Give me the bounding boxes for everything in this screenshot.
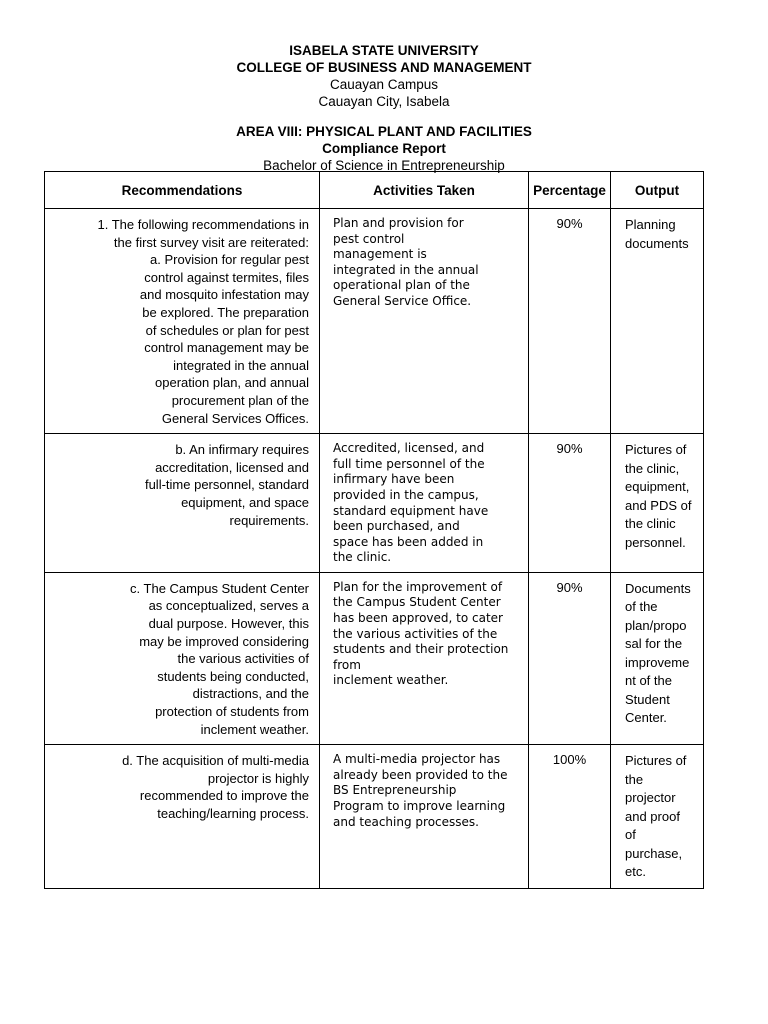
text-line: the clinic xyxy=(625,516,676,532)
text-line: management is xyxy=(333,247,427,262)
activity-cell xyxy=(320,745,529,889)
text-line: b. An infirmary requires xyxy=(175,442,309,458)
area-title: AREA VIII: PHYSICAL PLANT AND FACILITIES xyxy=(236,124,532,139)
text-line: General Service Office. xyxy=(333,293,472,308)
program-name: Bachelor of Science in Entrepreneurship xyxy=(263,158,505,173)
text-line: Center. xyxy=(625,710,667,726)
percentage-cell: 90% xyxy=(529,209,611,434)
text-line: Accredited, licensed, and xyxy=(333,441,485,456)
text-line: pest control xyxy=(333,231,405,246)
text-line: of the xyxy=(625,599,658,615)
text-line: teaching/learning process. xyxy=(157,806,309,821)
text-line: d. The acquisition of multi-media xyxy=(122,753,309,769)
percentage-cell: 90% xyxy=(529,434,611,573)
percentage-cell: 90% xyxy=(529,572,611,744)
text-line: be explored. The preparation xyxy=(142,304,309,320)
text-line: operation plan, and annual xyxy=(155,375,309,391)
text-line: documents xyxy=(625,235,689,251)
campus-name: Cauayan Campus xyxy=(329,77,439,92)
text-line: the clinic. xyxy=(333,550,392,565)
text-line: operational plan of the xyxy=(333,278,470,293)
text-line: provided in the campus, xyxy=(333,487,479,502)
text-line: Program to improve learning xyxy=(333,799,506,813)
percentage-cell: 100% xyxy=(529,745,611,889)
text-line: General Services Offices. xyxy=(161,410,309,426)
text-line: a. Provision for regular pest xyxy=(150,252,309,268)
table-row xyxy=(45,572,704,744)
text-line: the Campus Student Center xyxy=(333,595,501,610)
text-line: full time personnel of the xyxy=(333,456,485,471)
text-line: dual purpose. However, this xyxy=(148,616,309,632)
text-line: may be improved considering xyxy=(139,633,309,649)
text-line: the first survey visit are reiterated: xyxy=(113,234,309,250)
text-line: the clinic, xyxy=(625,460,680,476)
text-line: been purchased, and xyxy=(333,519,460,534)
column-header-percentage: Percentage xyxy=(529,172,611,209)
recommendation-cell xyxy=(45,209,320,434)
text-line: c. The Campus Student Center xyxy=(130,580,309,596)
text-line: students being conducted, xyxy=(157,668,309,684)
text-line: purchase, xyxy=(625,845,683,861)
text-line: infirmary have been xyxy=(333,472,455,487)
column-header-activities: Activities Taken xyxy=(320,172,529,209)
text-line: nt of the xyxy=(625,673,672,689)
text-line: Plan for the improvement of xyxy=(333,579,503,594)
text-line: Planning xyxy=(625,217,676,232)
text-line: requirements. xyxy=(229,512,309,528)
table-row xyxy=(45,745,704,889)
city-name: Cauayan City, Isabela xyxy=(318,94,450,109)
college-name: COLLEGE OF BUSINESS AND MANAGEMENT xyxy=(236,60,532,75)
recommendation-cell xyxy=(45,572,320,744)
text-line: of xyxy=(625,827,636,843)
document-header xyxy=(0,42,768,110)
activity-cell xyxy=(320,572,529,744)
text-line: Student xyxy=(625,691,670,707)
text-line: plan/propo xyxy=(625,617,687,633)
text-line: A multi-media projector has xyxy=(333,752,501,767)
table-header-row xyxy=(45,172,704,209)
university-name: ISABELA STATE UNIVERSITY xyxy=(289,43,479,58)
text-line: etc. xyxy=(625,864,646,880)
text-line: projector is highly xyxy=(207,770,309,786)
text-line: and proof xyxy=(625,808,680,824)
text-line: 1. The following recommendations in xyxy=(97,217,309,232)
text-line: improveme xyxy=(625,654,690,670)
text-line: the various activities of the xyxy=(333,626,498,641)
text-line: Pictures of xyxy=(625,753,687,769)
text-line: of schedules or plan for pest xyxy=(145,322,309,338)
text-line: Documents xyxy=(625,580,691,596)
text-line: Pictures of xyxy=(625,442,687,458)
text-line: procurement plan of the xyxy=(171,392,309,408)
text-line: inclement weather. xyxy=(200,721,309,737)
text-line: from xyxy=(333,657,361,672)
text-line: as conceptualized, serves a xyxy=(148,598,309,614)
text-line: already been provided to the xyxy=(333,767,508,782)
compliance-table xyxy=(44,171,704,889)
text-line: accreditation, licensed and xyxy=(155,459,309,475)
table-row xyxy=(45,434,704,573)
text-line: equipment, xyxy=(625,479,690,495)
report-title: Compliance Report xyxy=(322,141,446,156)
text-line: equipment, and space xyxy=(181,494,309,510)
recommendation-cell xyxy=(45,434,320,573)
text-line: projector xyxy=(625,790,676,806)
text-line: personnel. xyxy=(625,534,686,550)
output-cell xyxy=(611,745,704,889)
text-line: has been approved, to cater xyxy=(333,611,503,626)
text-line: control against termites, files xyxy=(144,269,309,285)
text-line: full-time personnel, standard xyxy=(144,477,309,493)
text-line: and teaching processes. xyxy=(333,814,479,829)
output-cell xyxy=(611,434,704,573)
activity-cell xyxy=(320,434,529,573)
text-line: and mosquito infestation may xyxy=(139,287,309,303)
output-cell xyxy=(611,572,704,744)
column-header-output: Output xyxy=(611,172,704,209)
text-line: recommended to improve the xyxy=(139,788,309,804)
text-line: integrated in the annual xyxy=(333,262,479,277)
text-line: inclement weather. xyxy=(333,673,449,688)
output-cell xyxy=(611,209,704,434)
text-line: protection of students from xyxy=(155,704,309,720)
text-line: and PDS of xyxy=(625,497,692,513)
text-line: the various activities of xyxy=(177,651,309,667)
text-line: Plan and provision for xyxy=(333,216,464,230)
activity-cell xyxy=(320,209,529,434)
text-line: distractions, and the xyxy=(192,686,309,702)
recommendation-cell xyxy=(45,745,320,889)
text-line: sal for the xyxy=(625,636,683,652)
text-line: students and their protection xyxy=(333,642,509,657)
text-line: integrated in the annual xyxy=(173,357,309,373)
text-line: BS Entrepreneurship xyxy=(333,783,457,798)
column-header-recommendations: Recommendations xyxy=(45,172,320,209)
text-line: control management may be xyxy=(144,340,309,356)
text-line: the xyxy=(625,771,644,787)
table-row xyxy=(45,209,704,434)
text-line: standard equipment have xyxy=(333,503,489,518)
report-header xyxy=(0,123,768,174)
text-line: space has been added in xyxy=(333,534,484,549)
